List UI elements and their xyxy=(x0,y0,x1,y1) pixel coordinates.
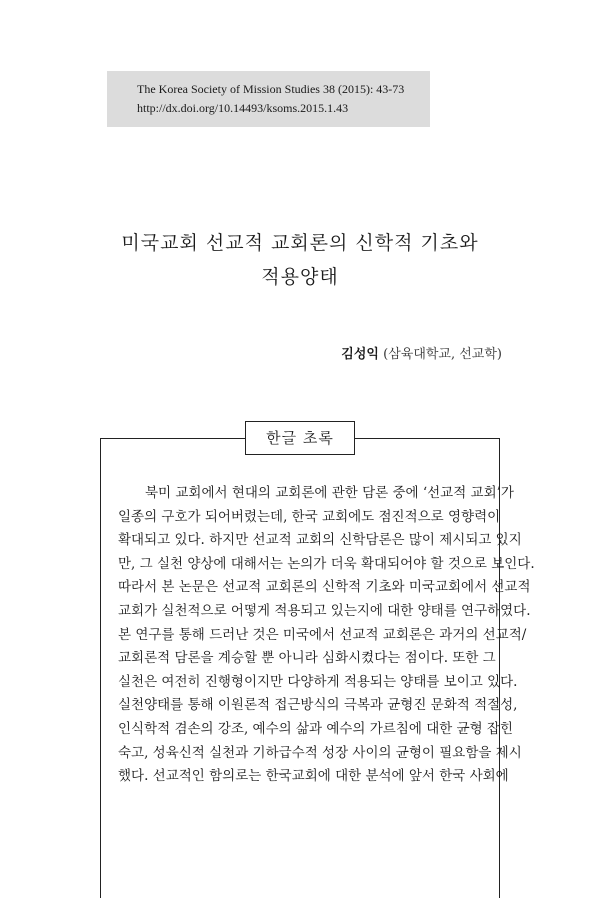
page-title xyxy=(0,226,600,294)
author-info xyxy=(341,343,502,362)
abstract-line: 실천은 여전히 진행형이지만 다양하게 적용되는 양태를 보이고 있다. xyxy=(118,673,518,690)
abstract-line: 인식학적 겸손의 강조, 예수의 삶과 예수의 가르침에 대한 균형 잡힌 xyxy=(118,720,514,737)
journal-citation: The Korea Society of Mission Studies 38 (2015): 43-73 xyxy=(137,82,405,96)
abstract-label: 한글 초록 xyxy=(245,421,355,455)
abstract-line: 확대되고 있다. 하지만 선교적 교회의 신학담론은 많이 제시되고 있지 xyxy=(118,532,522,549)
abstract-line: 만, 그 실천 양상에 대해서는 논의가 더욱 확대되어야 할 것으로 보인다. xyxy=(118,555,535,572)
abstract-line: 일종의 구호가 되어버렸는데, 한국 교회에도 점진적으로 영향력이 xyxy=(118,508,501,525)
abstract-line: 했다. 선교적인 함의로는 한국교회에 대한 분석에 앞서 한국 사회에 xyxy=(118,768,509,785)
abstract-line: 교회론적 담론을 계승할 뿐 아니라 심화시켰다는 점이다. 또한 그 xyxy=(118,650,496,667)
abstract-body xyxy=(118,482,535,789)
journal-header xyxy=(107,71,430,127)
doi-link[interactable]: http://dx.doi.org/10.14493/ksoms.2015.1.43 xyxy=(137,101,349,115)
abstract-line: 북미 교회에서 현대의 교회론에 관한 담론 중에 ‘선교적 교회’가 xyxy=(145,485,514,501)
abstract-line: 따라서 본 논문은 선교적 교회론의 신학적 기초와 미국교회에서 선교적 xyxy=(118,579,531,596)
author-name: 김성익 xyxy=(341,347,379,362)
title-line-2: 적용양태 xyxy=(261,266,339,288)
title-line-1: 미국교회 선교적 교회론의 신학적 기초와 xyxy=(121,232,479,254)
abstract-line: 실천양태를 통해 이원론적 접근방식의 극복과 균형진 문화적 적절성, xyxy=(118,697,518,714)
author-affiliation: (삼육대학교, 선교학) xyxy=(383,347,502,362)
abstract-line: 본 연구를 통해 드러난 것은 미국에서 선교적 교회론은 과거의 선교적/ xyxy=(118,626,527,643)
abstract-line: 숙고, 성육신적 실천과 기하급수적 성장 사이의 균형이 필요함을 제시 xyxy=(118,744,522,761)
abstract-line: 교회가 실천적으로 어떻게 적용되고 있는지에 대한 양태를 연구하였다. xyxy=(118,602,531,619)
